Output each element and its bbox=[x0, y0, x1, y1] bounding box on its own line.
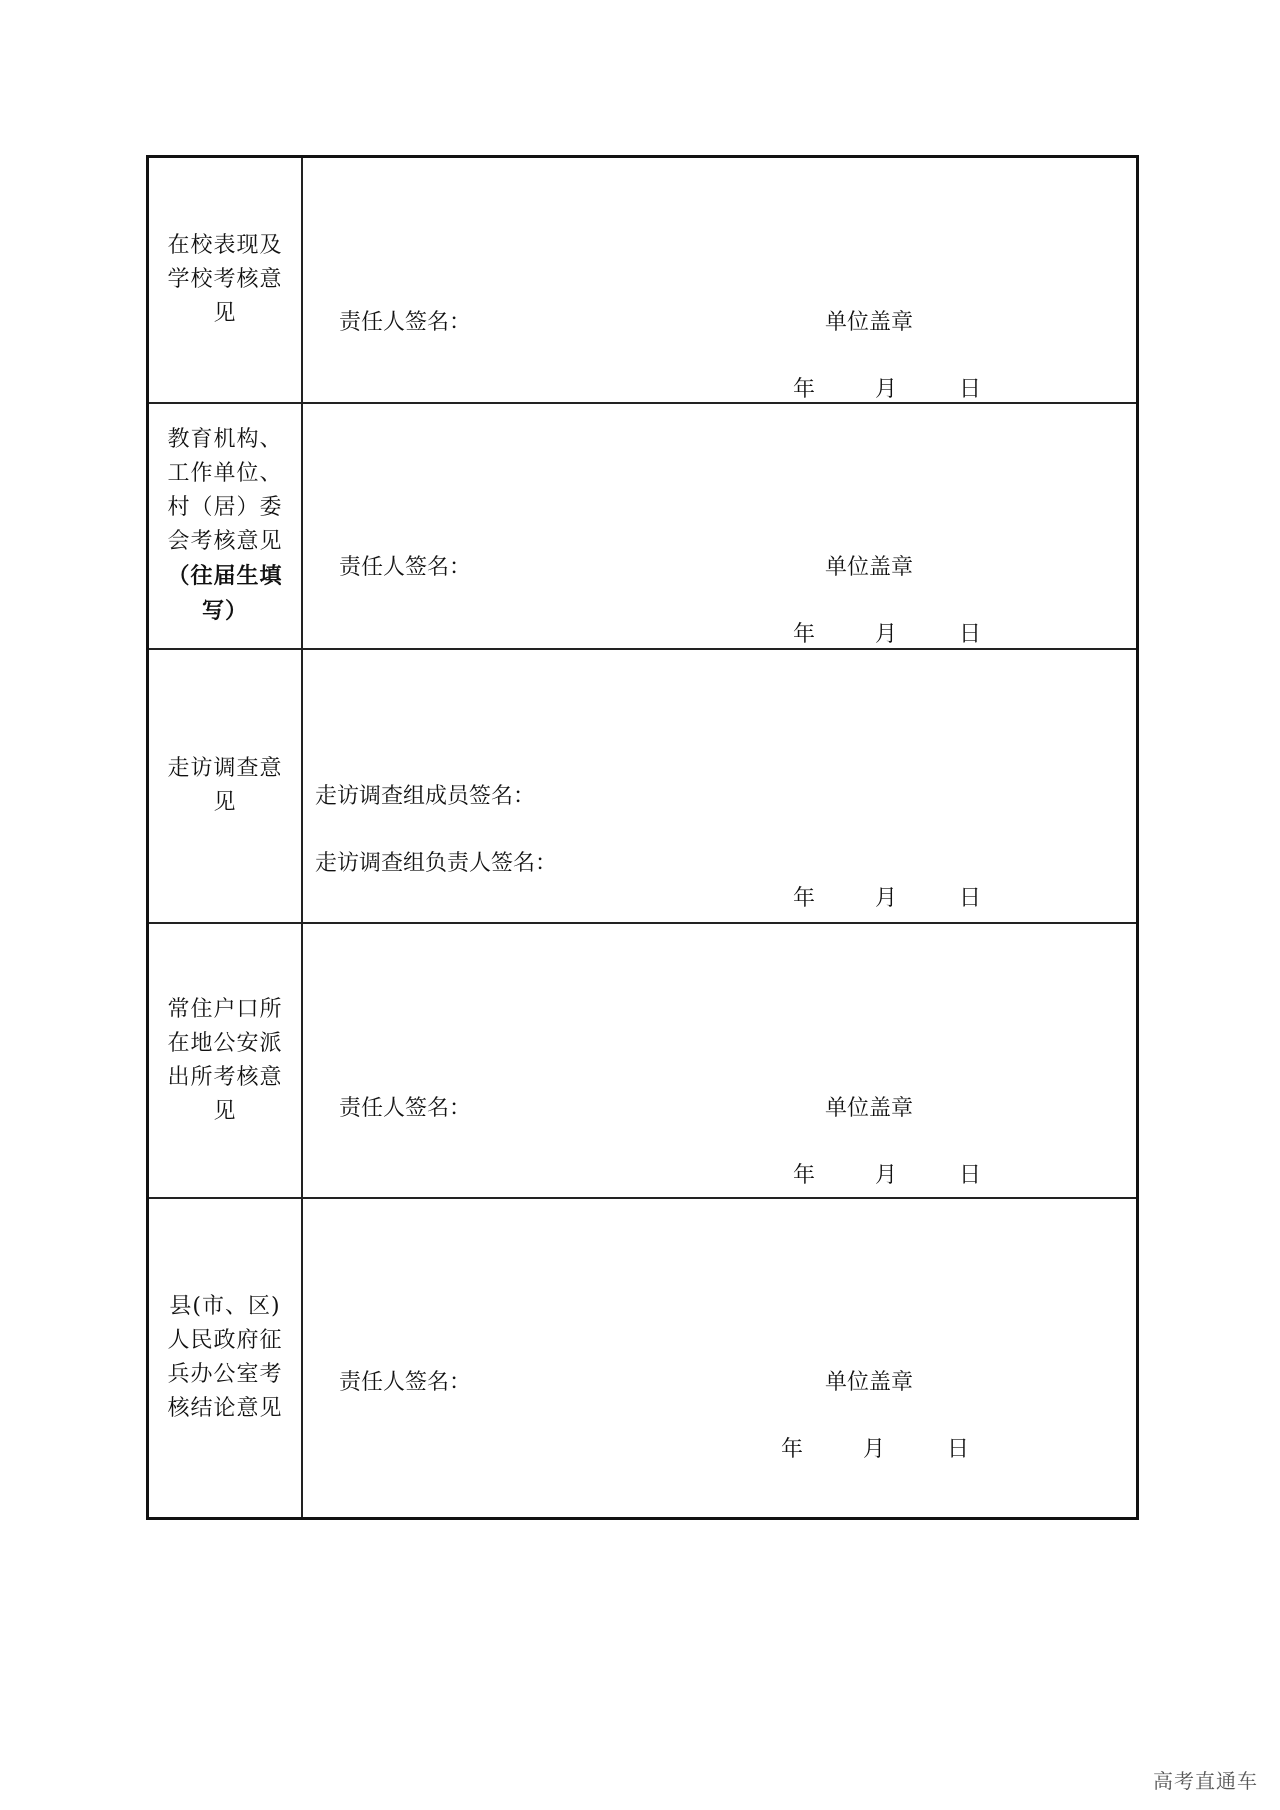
institution-review-label-note: （往届生填写） bbox=[167, 563, 283, 624]
row-label-cell bbox=[149, 1199, 303, 1517]
date-year: 年 bbox=[793, 1163, 816, 1188]
row-label-cell bbox=[149, 924, 303, 1197]
responsible-signature-field[interactable]: 责任人签名： bbox=[339, 1096, 472, 1121]
unit-seal-label: 单位盖章 bbox=[825, 555, 914, 580]
date-year: 年 bbox=[793, 622, 816, 647]
unit-seal-label: 单位盖章 bbox=[825, 310, 914, 335]
recruitment-office-label: 县(市、区)人民政府征兵办公室考核结论意见 bbox=[167, 1294, 283, 1421]
date-month: 月 bbox=[875, 377, 898, 402]
responsible-signature-field[interactable]: 责任人签名： bbox=[339, 555, 472, 580]
date-day: 日 bbox=[947, 1437, 970, 1462]
review-form-table bbox=[146, 155, 1139, 1520]
survey-member-signature-field[interactable]: 走访调查组成员签名： bbox=[315, 784, 536, 809]
date-day: 日 bbox=[959, 377, 982, 402]
police-review-label: 常住户口所在地公安派出所考核意见 bbox=[167, 996, 283, 1124]
date-day: 日 bbox=[959, 886, 982, 911]
row-label-cell bbox=[149, 404, 303, 648]
visit-survey-row bbox=[149, 650, 1136, 924]
visit-survey-label: 走访调查意见 bbox=[167, 756, 283, 815]
survey-leader-signature-field[interactable]: 走访调查组负责人签名： bbox=[315, 851, 558, 876]
watermark-text: 高考直通车 bbox=[1153, 1769, 1258, 1793]
date-day: 日 bbox=[959, 622, 982, 647]
date-month: 月 bbox=[863, 1437, 886, 1462]
date-month: 月 bbox=[875, 886, 898, 911]
recruitment-office-row bbox=[149, 1199, 1136, 1517]
unit-seal-label: 单位盖章 bbox=[825, 1370, 914, 1395]
institution-review-label bbox=[161, 423, 289, 629]
institution-review-label-main: 教育机构、工作单位、村（居）委会考核意见 bbox=[167, 427, 283, 554]
date-month: 月 bbox=[875, 1163, 898, 1188]
date-day: 日 bbox=[959, 1163, 982, 1188]
row-label-cell bbox=[149, 158, 303, 402]
row-label-cell bbox=[149, 650, 303, 922]
date-year: 年 bbox=[781, 1437, 804, 1462]
police-review-row bbox=[149, 924, 1136, 1199]
responsible-signature-field[interactable]: 责任人签名： bbox=[339, 310, 472, 335]
school-review-row bbox=[149, 158, 1136, 404]
unit-seal-label: 单位盖章 bbox=[825, 1096, 914, 1121]
date-year: 年 bbox=[793, 377, 816, 402]
school-review-label: 在校表现及学校考核意见 bbox=[167, 233, 283, 326]
date-month: 月 bbox=[875, 622, 898, 647]
responsible-signature-field[interactable]: 责任人签名： bbox=[339, 1370, 472, 1395]
institution-review-row bbox=[149, 404, 1136, 650]
date-year: 年 bbox=[793, 886, 816, 911]
